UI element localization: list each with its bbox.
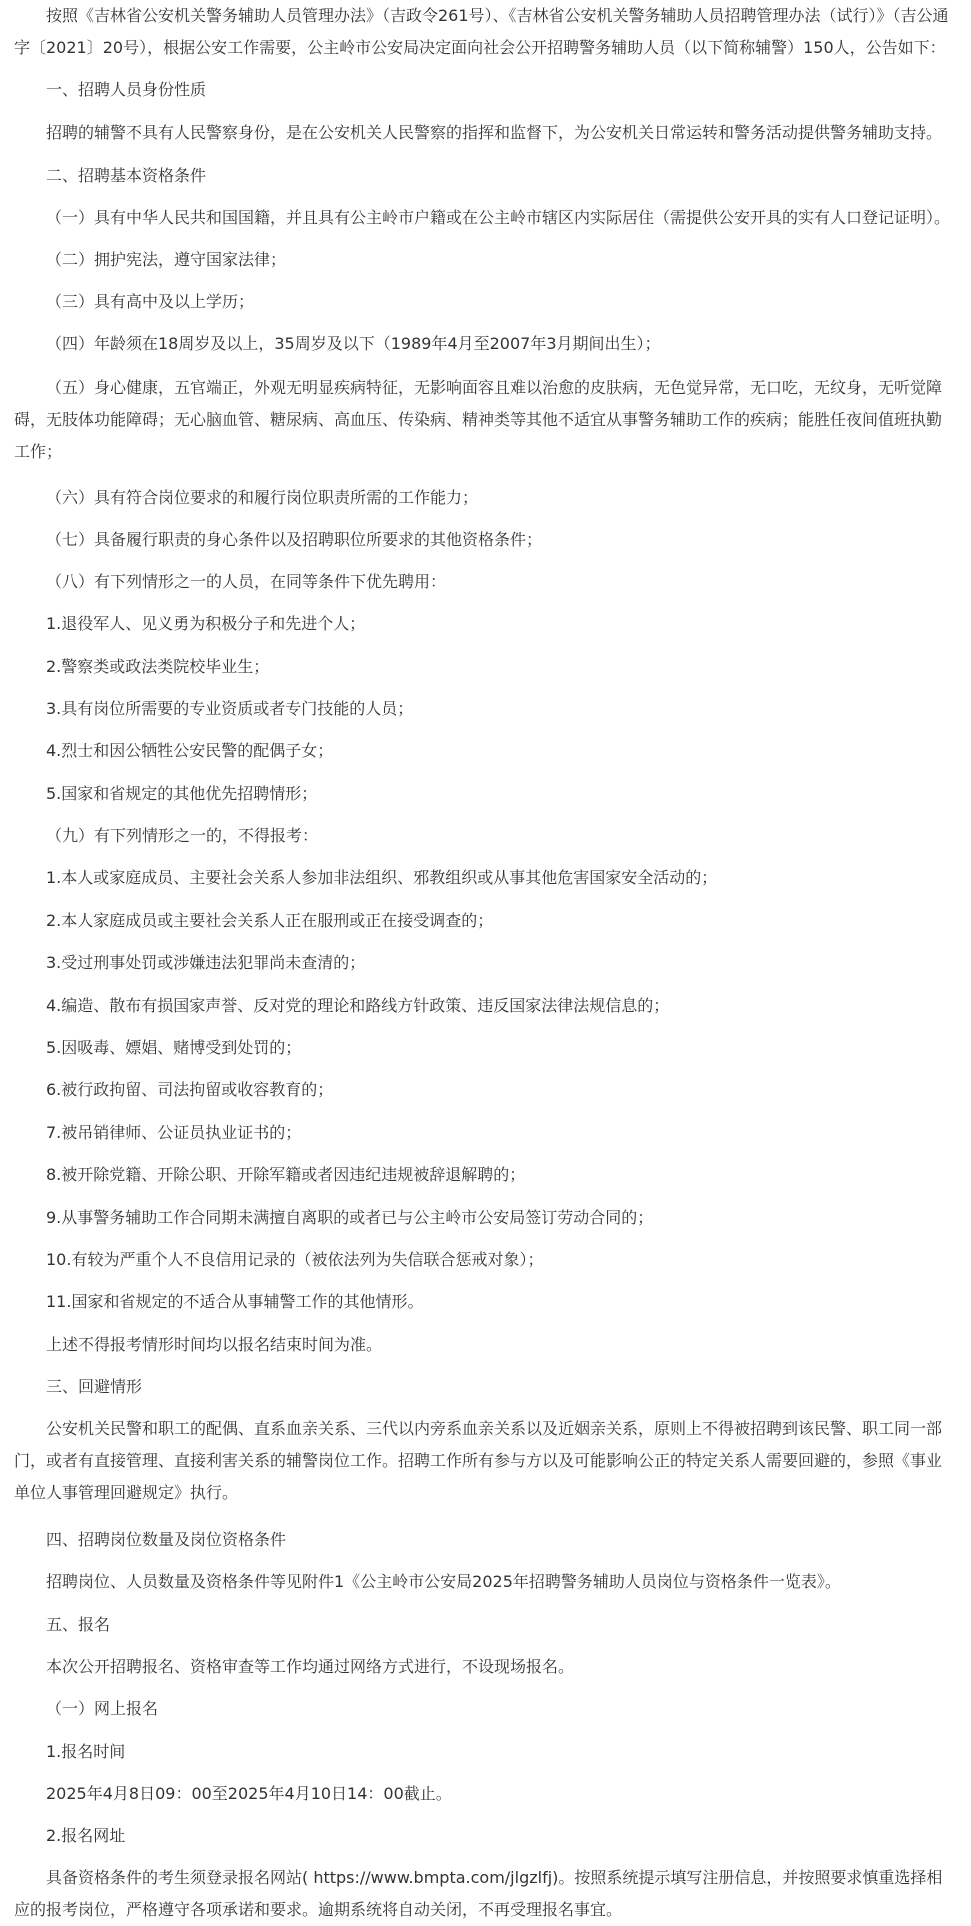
section-heading-qualifications: 二、招聘基本资格条件 <box>46 166 207 185</box>
subheading-registration-time: 1.报名时间 <box>46 1742 126 1761</box>
list-item-exclusion-1: 1.本人或家庭成员、主要社会关系人参加非法组织、邪教组织或从事其他危害国家安全活动的； <box>46 868 718 887</box>
list-item-exclusion-8: 8.被开除党籍、开除公职、开除军籍或者因违纪违规被辞退解聘的； <box>46 1165 526 1184</box>
section-heading-positions: 四、招聘岗位数量及岗位资格条件 <box>46 1530 287 1549</box>
list-item-exclusion-3: 3.受过刑事处罚或涉嫌违法犯罪尚未查清的； <box>46 953 366 972</box>
paragraph-qualification-7: （七）具备履行职责的身心条件以及招聘职位所要求的其他资格条件； <box>46 530 543 549</box>
list-item-exclusion-10: 10.有较为严重个人不良信用记录的（被依法列为失信联合惩戒对象）； <box>46 1250 544 1269</box>
subheading-online-registration: （一）网上报名 <box>46 1699 159 1718</box>
paragraph-registration-url: 具备资格条件的考生须登录报名网站( https://www.bmpta.com/jlgzlfj)。按照系统提示填写注册信息，并按照要求慎重选择相应的报考岗位，严格遵守各项承诺和要求。逾期系统将自动关闭，不再受理报名事宜。 <box>14 1868 943 1919</box>
list-item-exclusion-9: 9.从事警务辅助工作合同期未满擅自离职的或者已与公主岭市公安局签订劳动合同的； <box>46 1208 654 1227</box>
paragraph-avoidance: 公安机关民警和职工的配偶、直系血亲关系、三代以内旁系血亲关系以及近姻亲关系，原则上不得被招聘到该民警、职工同一部门，或者有直接管理、直接利害关系的辅警岗位工作。招聘工作所有参与方以及可能影响公正的特定关系人需要回避的，参照《事业单位人事管理回避规定》执行。 <box>14 1419 943 1502</box>
paragraph-qualification-2: （二）拥护宪法，遵守国家法律； <box>46 250 287 269</box>
list-item-exclusion-5: 5.因吸毒、嫖娼、赌博受到处罚的； <box>46 1038 302 1057</box>
paragraph-registration: 本次公开招聘报名、资格审查等工作均通过网络方式进行，不设现场报名。 <box>46 1657 575 1676</box>
list-item-exclusion-11: 11.国家和省规定的不适合从事辅警工作的其他情形。 <box>46 1292 424 1311</box>
list-item-priority-2: 2.警察类或政法类院校毕业生； <box>46 657 270 676</box>
paragraph-identity: 招聘的辅警不具有人民警察身份，是在公安机关人民警察的指挥和监督下，为公安机关日常运转和警务活动提供警务辅助支持。 <box>46 123 943 142</box>
paragraph-exclusion-note: 上述不得报考情形时间均以报名结束时间为准。 <box>46 1335 383 1354</box>
subheading-registration-url: 2.报名网址 <box>46 1826 126 1845</box>
section-heading-avoidance: 三、回避情形 <box>46 1377 143 1396</box>
list-item-priority-4: 4.烈士和因公牺牲公安民警的配偶子女； <box>46 741 334 760</box>
paragraph-qualification-5: （五）身心健康，五官端正，外观无明显疾病特征，无影响面容且难以治愈的皮肤病，无色觉异常，无口吃，无纹身，无听觉障碍，无肢体功能障碍；无心脑血管、糖尿病、高血压、传染病、精神类等其他不适宜从事警务辅助工作的疾病；能胜任夜间值班执勤工作； <box>14 378 943 461</box>
paragraph-qualification-9: （九）有下列情形之一的，不得报考： <box>46 826 319 845</box>
section-heading-identity: 一、招聘人员身份性质 <box>46 80 207 99</box>
list-item-priority-1: 1.退役军人、见义勇为积极分子和先进个人； <box>46 614 366 633</box>
list-item-exclusion-2: 2.本人家庭成员或主要社会关系人正在服刑或正在接受调查的； <box>46 911 494 930</box>
paragraph-qualification-1: （一）具有中华人民共和国国籍，并且具有公主岭市户籍或在公主岭市辖区内实际居住（需提供公安开具的实有人口登记证明）。 <box>46 208 951 227</box>
list-item-exclusion-4: 4.编造、散布有损国家声誉、反对党的理论和路线方针政策、违反国家法律法规信息的； <box>46 996 670 1015</box>
list-item-exclusion-7: 7.被吊销律师、公证员执业证书的； <box>46 1123 302 1142</box>
paragraph-qualification-3: （三）具有高中及以上学历； <box>46 292 255 311</box>
intro-paragraph: 按照《吉林省公安机关警务辅助人员管理办法》（吉政令261号）、《吉林省公安机关警务辅助人员招聘管理办法（试行）》（吉公通字〔2021〕20号），根据公安工作需要，公主岭市公安局决定面向社会公开招聘警务辅助人员（以下简称辅警）150人，公告如下： <box>14 6 949 57</box>
paragraph-qualification-8: （八）有下列情形之一的人员，在同等条件下优先聘用： <box>46 572 447 591</box>
list-item-priority-5: 5.国家和省规定的其他优先招聘情形； <box>46 784 318 803</box>
paragraph-qualification-4: （四）年龄须在18周岁及以上，35周岁及以下（1989年4月至2007年3月期间出生）； <box>46 334 661 353</box>
list-item-exclusion-6: 6.被行政拘留、司法拘留或收容教育的； <box>46 1080 334 1099</box>
paragraph-registration-time: 2025年4月8日09：00至2025年4月10日14：00截止。 <box>46 1784 452 1803</box>
paragraph-positions: 招聘岗位、人员数量及资格条件等见附件1《公主岭市公安局2025年招聘警务辅助人员岗位与资格条件一览表》。 <box>46 1572 841 1591</box>
paragraph-qualification-6: （六）具有符合岗位要求的和履行岗位职责所需的工作能力； <box>46 488 479 507</box>
section-heading-registration: 五、报名 <box>46 1615 111 1634</box>
list-item-priority-3: 3.具有岗位所需要的专业资质或者专门技能的人员； <box>46 699 414 718</box>
